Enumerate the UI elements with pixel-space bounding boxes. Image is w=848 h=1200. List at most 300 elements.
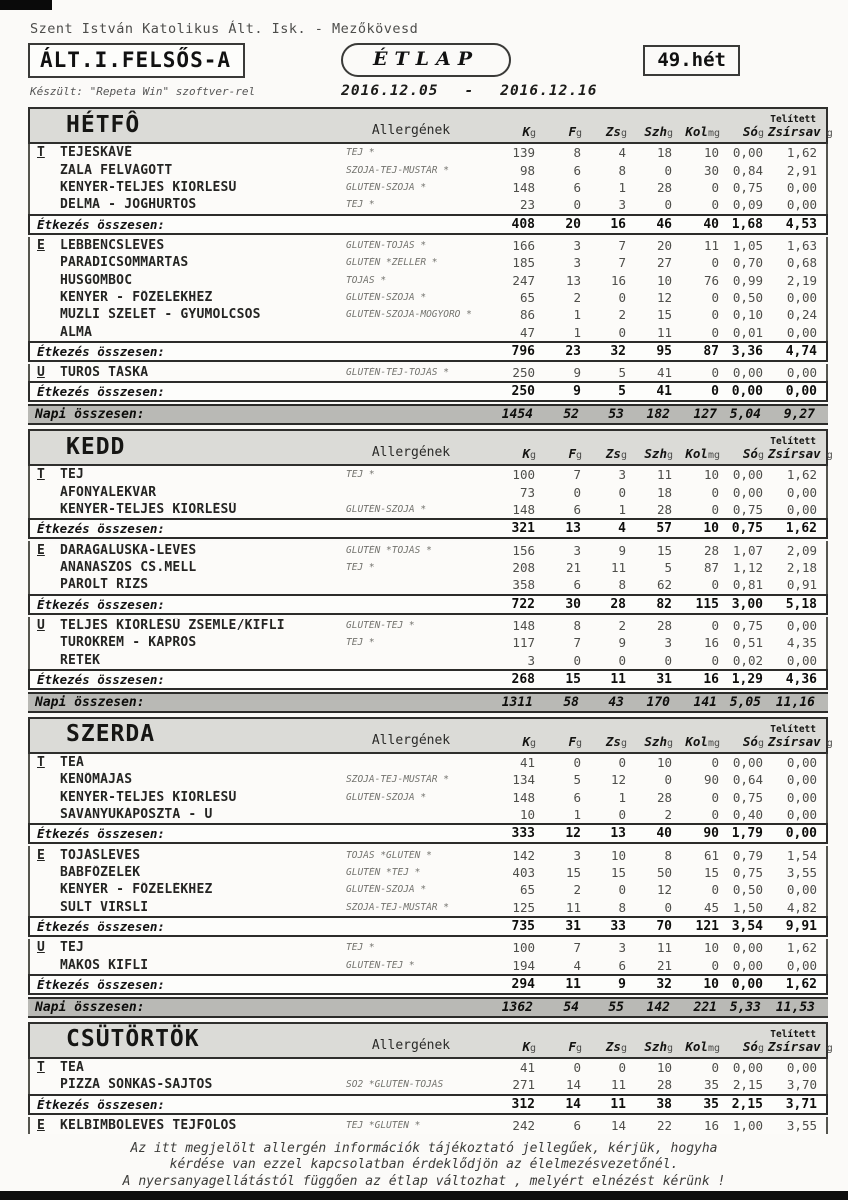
menu-item-name: MÁKOS KIFLI <box>60 957 149 973</box>
nutrition-value: 15 <box>656 307 672 323</box>
nutrient-column-header <box>476 446 540 462</box>
menu-item-name-cell <box>30 180 346 195</box>
nutrition-value: 9,27 <box>783 407 815 423</box>
menu-item-row <box>28 651 828 668</box>
nutrition-value: 90 <box>703 826 719 842</box>
nutrition-value: 65 <box>519 882 535 898</box>
nutrition-value: 6 <box>573 162 581 178</box>
nutrient-unit: g <box>820 1042 833 1054</box>
meal-type-marker: E <box>37 847 45 863</box>
nutrition-value: 115 <box>695 596 719 612</box>
nutrition-value: 4 <box>573 957 581 973</box>
nutrition-value: 0,00 <box>786 755 817 770</box>
nutrition-value: 45 <box>703 899 719 915</box>
nutrition-value: 28 <box>656 617 672 633</box>
menu-item-name: DARAGALUSKA-LEVES <box>60 542 197 558</box>
nutrient-column-header <box>677 124 724 140</box>
nutrition-value: 333 <box>511 826 535 842</box>
nutrient-label: K <box>522 1038 530 1054</box>
nutrition-value: 0 <box>618 882 626 898</box>
nutrition-value: 1 <box>573 807 581 823</box>
day-header-band <box>28 717 833 754</box>
nutrient-label: Zs <box>605 446 621 462</box>
nutrition-value: 148 <box>512 617 535 633</box>
menu-item-row <box>28 806 828 823</box>
nutrition-value: 35 <box>703 1096 719 1112</box>
nutrition-value: 0,50 <box>732 289 763 305</box>
nutrition-value: 1,54 <box>786 847 817 863</box>
menu-item-name: TÚRÓKRÉM - KAPROS <box>60 635 197 651</box>
menu-item-row <box>28 144 828 161</box>
nutrient-unit: g <box>575 450 582 462</box>
nutrition-value: 41 <box>656 384 672 400</box>
nutrient-column-header <box>586 1039 631 1055</box>
nutrition-value: 5,05 <box>729 694 761 710</box>
nutrition-value: 87 <box>703 560 719 576</box>
day-header-band <box>28 107 833 144</box>
nutrition-value: 0 <box>573 197 581 213</box>
saturated-fat-label <box>768 734 833 749</box>
nutrition-value: 0 <box>711 577 719 593</box>
nutrition-value: 242 <box>512 1117 535 1133</box>
nutrition-value: 170 <box>646 694 670 710</box>
saturated-fat-top-label: Telített <box>770 436 816 448</box>
nutrition-value: 0,00 <box>786 179 817 195</box>
nutrition-value: 3 <box>573 542 581 558</box>
menu-item-row <box>28 864 828 881</box>
meal-type-marker: U <box>37 940 45 956</box>
menu-item-row <box>28 179 828 196</box>
menu-item-row <box>28 559 828 576</box>
meal-type-marker: T <box>37 467 45 483</box>
menu-item-row <box>28 466 828 483</box>
nutrient-column-header <box>476 124 540 140</box>
nutrition-value: 53 <box>608 407 624 423</box>
nutrient-label: Só <box>742 446 758 462</box>
nutrition-value: 148 <box>512 179 535 195</box>
nutrient-label: Zsírsav <box>768 124 821 139</box>
allergens-column-header: Allergének <box>371 445 451 461</box>
daily-total-row <box>28 404 828 425</box>
nutrient-column-header <box>586 124 631 140</box>
nutrition-value: 0,81 <box>732 577 763 593</box>
menu-item-name-cell <box>30 882 346 897</box>
menu-item-name: PIZZA SONKÁS-SAJTOS <box>60 1077 213 1093</box>
meal-type-marker: T <box>37 755 45 770</box>
nutrition-value: 10 <box>703 521 719 537</box>
menu-item-name-cell <box>30 307 346 322</box>
nutrition-value: 0 <box>618 652 626 668</box>
nutrition-value: 28 <box>656 1077 672 1093</box>
nutrient-label: Zs <box>605 124 621 139</box>
allergen-list: GLUTÉN-SZÓJA * <box>346 291 427 303</box>
nutrition-value: 3 <box>573 255 581 271</box>
nutrition-value: 18 <box>656 145 672 161</box>
nutrition-value: 10 <box>703 940 719 956</box>
nutrition-value: 403 <box>512 864 535 880</box>
nutrition-value: 142 <box>646 999 670 1015</box>
nutrition-value: 0 <box>573 484 581 500</box>
nutrition-value: 1,07 <box>732 542 763 558</box>
nutrition-value: 2 <box>618 617 626 633</box>
menu-item-name-cell <box>30 790 346 805</box>
nutrition-value: 1,63 <box>786 237 817 253</box>
nutrition-value: 15 <box>656 542 672 558</box>
day-header-band <box>28 429 833 466</box>
nutrient-unit: g <box>529 1042 536 1054</box>
nutrient-unit: g <box>529 450 536 462</box>
nutrition-value: 50 <box>656 864 672 880</box>
meal-subtotal-label: Étkezés összesen: <box>37 976 165 992</box>
nutrition-value: 0,70 <box>732 255 763 271</box>
menu-item-name-cell <box>30 940 346 955</box>
nutrition-value: 3,00 <box>731 596 763 612</box>
nutrient-column-header <box>724 124 768 140</box>
nutrition-value: 32 <box>656 976 672 992</box>
menu-item-name-cell <box>30 290 346 305</box>
allergen-list: TEJ * <box>346 562 375 574</box>
meal-subtotal-label: Étkezés összesen: <box>37 384 165 400</box>
nutrition-value: 268 <box>511 671 535 687</box>
nutrition-value: 1454 <box>501 407 533 423</box>
nutrition-value: 4,35 <box>786 635 817 651</box>
nutrition-value: 0 <box>618 289 626 305</box>
nutrition-value: 5 <box>618 384 626 400</box>
nutrient-unit: g <box>666 128 673 139</box>
menu-table <box>28 107 833 1134</box>
nutrition-value: 0,00 <box>786 807 817 823</box>
nutrient-label: Kol <box>685 1038 708 1054</box>
menu-item-row <box>28 306 828 323</box>
menu-item-name-cell <box>30 163 346 178</box>
saturated-fat-column-header <box>768 114 833 140</box>
nutrient-label: Kol <box>685 124 708 139</box>
meal-type-marker: U <box>37 617 45 633</box>
menu-item-name-cell <box>30 325 346 340</box>
nutrition-value: 23 <box>519 197 535 213</box>
nutrition-value: 5,33 <box>729 999 761 1015</box>
nutrition-value: 0,75 <box>732 179 763 195</box>
nutrition-value: 15 <box>565 671 581 687</box>
nutrition-value: 0 <box>711 652 719 668</box>
nutrition-value: 1,29 <box>731 671 763 687</box>
saturated-fat-label <box>768 446 833 461</box>
nutrition-value: 0,91 <box>786 577 817 593</box>
nutrient-column-header <box>631 734 677 750</box>
nutrient-column-header <box>586 446 631 462</box>
meal-subtotal-label: Étkezés összesen: <box>37 671 165 687</box>
nutrition-value: 735 <box>511 918 535 934</box>
nutrition-value: 7 <box>573 467 581 483</box>
document-subheader <box>30 83 820 101</box>
date-separator: - <box>464 83 475 99</box>
meal-subtotal-row <box>28 594 828 615</box>
nutrition-value: 0,00 <box>786 484 817 500</box>
nutrition-value: 0,00 <box>785 826 817 842</box>
meal-subtotal-row <box>28 1094 828 1115</box>
nutrition-value: 3,70 <box>786 1077 817 1093</box>
nutrition-value: 9 <box>618 976 626 992</box>
nutrient-unit: g <box>666 1042 673 1054</box>
meal-subtotal-label: Étkezés összesen: <box>37 596 165 612</box>
nutrition-value: 0 <box>664 197 672 213</box>
nutrient-label: K <box>522 446 530 462</box>
daily-total-label: Napi összesen: <box>35 694 145 710</box>
allergen-list: GLUTÉN-SZÓJA * <box>346 181 427 193</box>
nutrition-value: 250 <box>512 365 535 381</box>
nutrition-value: 0 <box>711 957 719 973</box>
meal-subtotal-row <box>28 518 828 539</box>
nutrition-value: 0,79 <box>732 847 763 863</box>
nutrition-value: 6 <box>618 957 626 973</box>
nutrition-value: 3,55 <box>786 864 817 880</box>
menu-item-name-cell <box>30 467 346 482</box>
nutrition-value: 0,00 <box>732 1059 763 1075</box>
menu-item-row <box>28 754 828 771</box>
nutrient-column-header <box>677 446 724 462</box>
nutrition-value: 0,75 <box>731 521 763 537</box>
nutrition-value: 0,00 <box>732 484 763 500</box>
nutrient-unit: g <box>620 737 627 749</box>
nutrient-label: K <box>522 733 530 749</box>
nutrition-value: 2,18 <box>786 560 817 576</box>
nutrition-value: 0 <box>711 755 719 770</box>
nutrition-value: 10 <box>703 145 719 161</box>
saturated-fat-top-label: Telített <box>770 1028 816 1040</box>
nutrition-value: 1362 <box>501 999 533 1015</box>
menu-item-row <box>28 789 828 806</box>
nutrient-unit: g <box>620 1042 627 1054</box>
nutrition-value: 5,04 <box>729 407 761 423</box>
nutrient-label: Zsírsav <box>768 1038 821 1054</box>
menu-item-name: SÜLT VIRSLI <box>60 899 149 915</box>
nutrition-value: 11 <box>610 1077 626 1093</box>
nutrition-value: 43 <box>608 694 624 710</box>
menu-item-name: ZALA FELVÁGOTT <box>60 162 173 178</box>
nutrition-value: 182 <box>646 407 670 423</box>
menu-item-name: TOJÁSLEVES <box>60 847 141 863</box>
nutrient-unit: g <box>757 128 764 139</box>
menu-item-row <box>28 881 828 898</box>
nutrition-value: 30 <box>703 162 719 178</box>
meal-subtotal-row <box>28 974 828 995</box>
menu-item-row <box>28 271 828 288</box>
nutrition-value: 0,75 <box>732 864 763 880</box>
meal-subtotal-row <box>28 214 828 235</box>
nutrition-value: 35 <box>703 1077 719 1093</box>
nutrient-unit: g <box>666 450 673 462</box>
nutrition-value: 0,00 <box>786 789 817 805</box>
nutrition-value: 46 <box>656 216 672 232</box>
nutrition-value: 9 <box>573 384 581 400</box>
nutrition-value: 408 <box>511 216 535 232</box>
nutrition-value: 0 <box>711 289 719 305</box>
nutrition-value: 15 <box>565 864 581 880</box>
nutrition-value: 10 <box>656 755 672 770</box>
nutrient-label: Só <box>742 1038 758 1054</box>
menu-item-name: KENYÉR-TELJES KIÖRLÉSŰ <box>60 502 237 518</box>
nutrient-unit: g <box>529 128 536 139</box>
menu-item-name: TELJES KIÖRLÉSŰ ZSEMLE/KIFLI <box>60 617 285 633</box>
menu-item-row <box>28 501 828 518</box>
menu-item-name-cell <box>30 1077 346 1092</box>
meal-subtotal-row <box>28 916 828 937</box>
nutrient-unit: mg <box>707 1042 720 1054</box>
nutrition-value: 4,36 <box>785 671 817 687</box>
nutrition-value: 0 <box>573 652 581 668</box>
nutrition-value: 0,00 <box>786 365 817 381</box>
nutrition-value: 22 <box>656 1117 672 1133</box>
nutrition-value: 41 <box>519 1059 535 1075</box>
nutrition-value: 208 <box>512 560 535 576</box>
nutrition-value: 6 <box>573 789 581 805</box>
nutrition-value: 20 <box>656 237 672 253</box>
menu-item-row <box>28 196 828 213</box>
allergen-list: TEJ * <box>346 199 375 211</box>
nutrient-unit: g <box>757 450 764 462</box>
nutrient-column-header <box>677 734 724 750</box>
scan-artifact-bottom <box>0 1191 848 1200</box>
allergens-column-header: Allergének <box>371 732 451 748</box>
nutrient-column-header <box>724 734 768 750</box>
nutrition-value: 21 <box>656 957 672 973</box>
nutrition-value: 73 <box>519 484 535 500</box>
nutrition-value: 30 <box>565 596 581 612</box>
nutrition-value: 10 <box>610 847 626 863</box>
nutrition-value: 0 <box>664 899 672 915</box>
menu-item-name: HÚSGOMBÓC <box>60 272 133 288</box>
nutrition-value: 0 <box>711 789 719 805</box>
nutrition-value: 0,01 <box>732 324 763 340</box>
meal-subtotal-label: Étkezés összesen: <box>37 918 165 934</box>
menu-item-row <box>28 1117 828 1134</box>
nutrition-value: 0 <box>711 384 719 400</box>
nutrition-value: 148 <box>512 502 535 518</box>
nutrition-value: 8 <box>618 899 626 915</box>
class-label-box: ÁLT.I.FELSŐS-A <box>28 43 245 78</box>
nutrition-value: 16 <box>703 635 719 651</box>
allergen-list: TEJ * <box>346 942 375 954</box>
nutrition-value: 312 <box>511 1096 535 1112</box>
nutrition-value: 87 <box>703 343 719 359</box>
menu-item-name-cell <box>30 807 346 822</box>
date-range <box>341 83 597 99</box>
nutrition-value: 57 <box>656 521 672 537</box>
nutrition-value: 28 <box>656 502 672 518</box>
nutrition-value: 15 <box>610 864 626 880</box>
meal-subtotal-row <box>28 669 828 690</box>
nutrition-value: 16 <box>610 272 626 288</box>
menu-item-name: ANANÁSZOS CS.MELL <box>60 560 197 576</box>
menu-item-name: PÁROLT RIZS <box>60 577 149 593</box>
nutrition-value: 156 <box>512 542 535 558</box>
nutrition-value: 9 <box>618 542 626 558</box>
nutrition-value: 2 <box>573 882 581 898</box>
nutrition-value: 185 <box>512 255 535 271</box>
menu-item-name-cell <box>30 238 346 253</box>
menu-item-name: PARADICSOMMARTAS <box>60 255 189 271</box>
meal-type-marker: T <box>37 145 45 161</box>
menu-item-name-cell <box>30 365 346 380</box>
daily-total-row <box>28 997 828 1018</box>
nutrition-value: 125 <box>512 899 535 915</box>
menu-item-name: TEJ <box>60 940 85 956</box>
menu-item-row <box>28 939 828 956</box>
menu-item-name-cell <box>30 635 346 650</box>
nutrition-value: 28 <box>656 179 672 195</box>
nutrition-value: 0,00 <box>786 882 817 898</box>
nutrient-column-header <box>631 1039 677 1055</box>
nutrient-label: Zs <box>605 733 621 749</box>
nutrient-label: Kol <box>685 446 708 462</box>
nutrition-value: 95 <box>656 343 672 359</box>
nutrition-value: 11 <box>656 940 672 956</box>
nutrient-label: F <box>568 124 576 139</box>
nutrition-value: 33 <box>610 918 626 934</box>
nutrient-column-header <box>476 1039 540 1055</box>
nutrition-value: 0,51 <box>732 635 763 651</box>
nutrition-value: 86 <box>519 307 535 323</box>
nutrition-value: 321 <box>511 521 535 537</box>
nutrition-value: 0 <box>711 197 719 213</box>
nutrition-value: 0 <box>711 324 719 340</box>
nutrition-value: 13 <box>565 521 581 537</box>
menu-item-name: KENYÉR - FŐZELÉKHEZ <box>60 882 213 898</box>
menu-item-row <box>28 899 828 916</box>
menu-item-name: TEA <box>60 1059 85 1075</box>
nutrition-value: 14 <box>610 1117 626 1133</box>
nutrient-label: K <box>522 124 530 139</box>
nutrition-value: 0,00 <box>786 1059 817 1075</box>
nutrition-value: 0,00 <box>786 957 817 973</box>
nutrition-value: 1311 <box>501 694 533 710</box>
nutrition-value: 31 <box>565 918 581 934</box>
nutrition-value: 0,00 <box>732 365 763 381</box>
nutrition-value: 0,24 <box>786 307 817 323</box>
meal-subtotal-label: Étkezés összesen: <box>37 216 165 232</box>
nutrition-value: 0,00 <box>732 957 763 973</box>
nutrition-value: 3 <box>573 847 581 863</box>
menu-item-name-cell <box>30 958 346 973</box>
nutrition-value: 13 <box>565 272 581 288</box>
school-name: Szent István Katolikus Ált. Isk. - Mezőkövesd <box>30 21 419 37</box>
nutrition-value: 28 <box>610 596 626 612</box>
nutrition-value: 0,00 <box>732 940 763 956</box>
nutrient-label: F <box>568 446 576 462</box>
nutrient-unit: g <box>575 737 582 749</box>
nutrition-value: 12 <box>656 289 672 305</box>
allergen-list: GLUTÉN-SZÓJA * <box>346 504 427 516</box>
saturated-fat-top-label: Telített <box>770 114 816 125</box>
nutrition-value: 0 <box>618 755 626 770</box>
meal-subtotal-label: Étkezés összesen: <box>37 343 165 359</box>
nutrition-value: 0,02 <box>732 652 763 668</box>
menu-item-name-cell <box>30 560 346 575</box>
nutrition-value: 8 <box>573 617 581 633</box>
allergen-list: GLUTÉN *TOJÁS * <box>346 544 432 556</box>
menu-item-row <box>28 289 828 306</box>
footer-line: A nyersanyagellátástól függően az étlap változhat , melyért elnézést kérünk ! <box>122 1173 726 1189</box>
nutrition-value: 1,62 <box>786 145 817 161</box>
nutrition-value: 0,40 <box>732 807 763 823</box>
nutrition-value: 4 <box>618 521 626 537</box>
nutrition-value: 23 <box>565 343 581 359</box>
nutrition-value: 27 <box>656 255 672 271</box>
nutrition-value: 0 <box>573 755 581 770</box>
nutrient-unit: g <box>620 450 627 462</box>
nutrient-unit: g <box>575 1042 582 1054</box>
nutrition-value: 0 <box>711 807 719 823</box>
